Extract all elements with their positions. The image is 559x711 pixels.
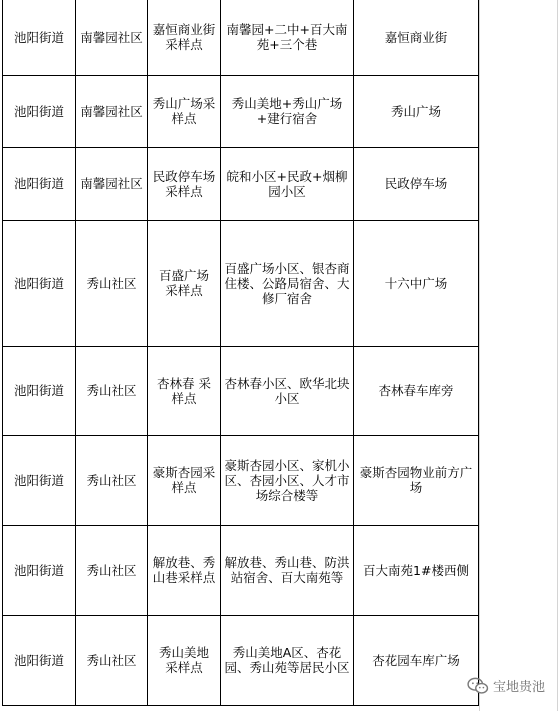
watermark-text: 宝地贵池 — [492, 680, 545, 695]
community-cell[interactable]: 南馨园社区 — [76, 75, 148, 147]
site-cell[interactable]: 秀山广场采样点 — [148, 75, 221, 147]
coverage-cell[interactable]: 解放巷、秀山巷、防洪站宿舍、百大南苑等 — [221, 525, 354, 615]
location-cell[interactable]: 杏花园车库广场 — [354, 615, 479, 705]
location-cell[interactable]: 嘉恒商业街 — [354, 0, 479, 75]
table-row — [3, 525, 479, 615]
table-row — [3, 346, 479, 435]
community-cell[interactable]: 秀山社区 — [76, 435, 148, 525]
location-cell[interactable]: 十六中广场 — [354, 220, 479, 346]
site-cell[interactable]: 杏林春 采样点 — [148, 346, 221, 435]
grid-line — [557, 0, 558, 711]
street-cell[interactable]: 池阳街道 — [3, 0, 76, 75]
wechat-icon — [467, 677, 489, 695]
site-cell[interactable]: 解放巷、秀山巷采样点 — [148, 525, 221, 615]
location-cell[interactable]: 民政停车场 — [354, 147, 479, 220]
street-cell[interactable]: 池阳街道 — [3, 615, 76, 705]
location-cell[interactable]: 豪斯杏园物业前方广场 — [354, 435, 479, 525]
site-cell[interactable]: 嘉恒商业街采样点 — [148, 0, 221, 75]
street-cell[interactable]: 池阳街道 — [3, 346, 76, 435]
table-row — [3, 75, 479, 147]
site-cell[interactable]: 秀山美地 采样点 — [148, 615, 221, 705]
street-cell[interactable]: 池阳街道 — [3, 435, 76, 525]
coverage-cell[interactable]: 秀山美地+秀山广场+建行宿舍 — [221, 75, 354, 147]
coverage-cell[interactable]: 皖和小区+民政+烟柳园小区 — [221, 147, 354, 220]
sampling-site-table — [2, 0, 479, 706]
community-cell[interactable]: 南馨园社区 — [76, 147, 148, 220]
coverage-cell[interactable]: 杏林春小区、欧华北块小区 — [221, 346, 354, 435]
grid-line — [479, 0, 480, 711]
table-row — [3, 435, 479, 525]
community-cell[interactable]: 秀山社区 — [76, 615, 148, 705]
coverage-cell[interactable]: 豪斯杏园小区、家机小区、杏园小区、人才市场综合楼等 — [221, 435, 354, 525]
street-cell[interactable]: 池阳街道 — [3, 75, 76, 147]
location-cell[interactable]: 百大南苑1#楼西侧 — [354, 525, 479, 615]
street-cell[interactable]: 池阳街道 — [3, 147, 76, 220]
coverage-cell[interactable]: 秀山美地A区、杏花园、秀山苑等居民小区 — [221, 615, 354, 705]
watermark — [467, 676, 545, 695]
street-cell[interactable]: 池阳街道 — [3, 220, 76, 346]
community-cell[interactable]: 秀山社区 — [76, 220, 148, 346]
site-cell[interactable]: 民政停车场采样点 — [148, 147, 221, 220]
community-cell[interactable]: 南馨园社区 — [76, 0, 148, 75]
community-cell[interactable]: 秀山社区 — [76, 525, 148, 615]
table-row — [3, 615, 479, 705]
community-cell[interactable]: 秀山社区 — [76, 346, 148, 435]
coverage-cell[interactable]: 南馨园+二中+百大南苑+三个巷 — [221, 0, 354, 75]
location-cell[interactable]: 杏林春车库旁 — [354, 346, 479, 435]
table-row — [3, 147, 479, 220]
site-cell[interactable]: 豪斯杏园采样点 — [148, 435, 221, 525]
location-cell[interactable]: 秀山广场 — [354, 75, 479, 147]
site-cell[interactable]: 百盛广场 采样点 — [148, 220, 221, 346]
table-row — [3, 220, 479, 346]
street-cell[interactable]: 池阳街道 — [3, 525, 76, 615]
coverage-cell[interactable]: 百盛广场小区、银杏商住楼、公路局宿舍、大修厂宿舍 — [221, 220, 354, 346]
table-row — [3, 0, 479, 75]
